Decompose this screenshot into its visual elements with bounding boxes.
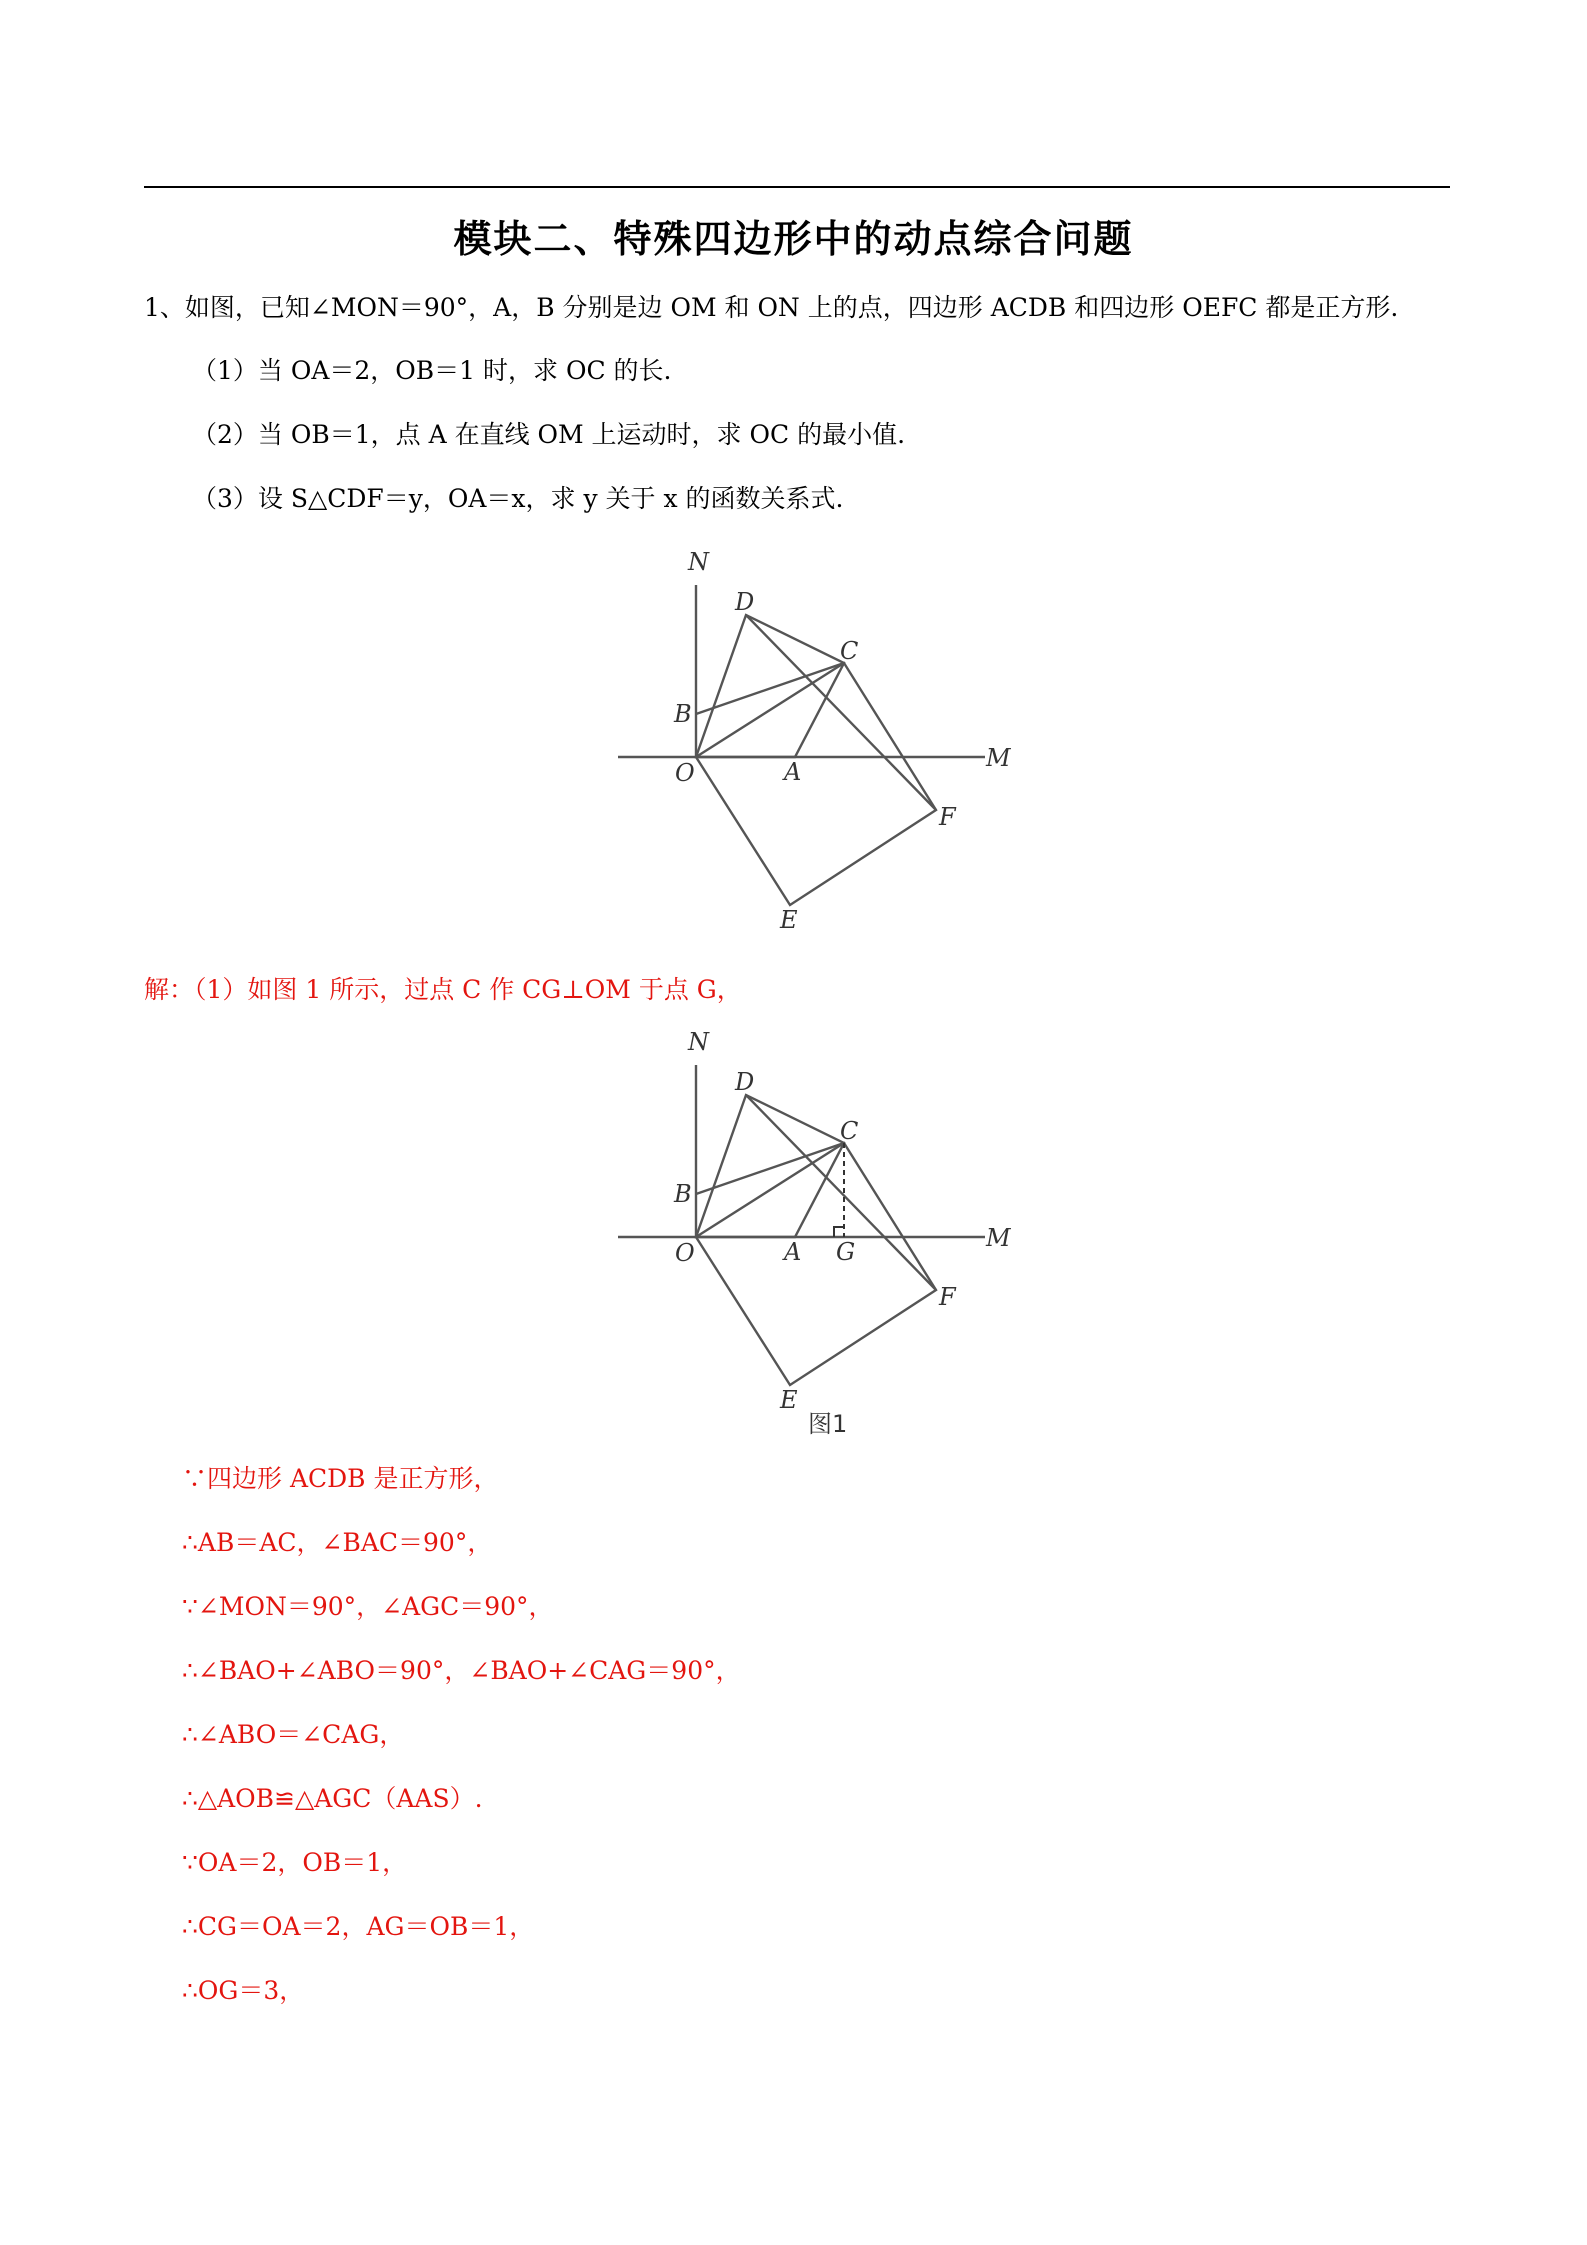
solution-step-3: ∵∠MON＝90°，∠AGC＝90°，: [182, 1592, 554, 1621]
label-m: M: [986, 1224, 1011, 1252]
square-oefc: [696, 1143, 936, 1385]
header-rule: [144, 186, 1450, 188]
label-o: O: [675, 1239, 695, 1267]
solution-step-1: ∵四边形 ACDB 是正方形，: [182, 1464, 499, 1493]
label-e: E: [780, 906, 798, 934]
solution-step-8: ∴CG＝OA＝2，AG＝OB＝1，: [182, 1912, 535, 1941]
solution-step-9: ∴OG＝3，: [182, 1976, 305, 2005]
label-a: A: [784, 1238, 802, 1266]
solution-intro: 解：（1）如图 1 所示，过点 C 作 CG⊥OM 于点 G，: [144, 975, 742, 1004]
label-m: M: [986, 744, 1011, 772]
label-n: N: [688, 548, 709, 576]
label-f: F: [939, 803, 956, 831]
label-c: C: [840, 1117, 859, 1145]
label-f: F: [939, 1283, 956, 1311]
problem-part-3: （3）设 S△CDF＝y，OA＝x，求 y 关于 x 的函数关系式.: [192, 484, 844, 513]
right-angle-mark: [834, 1227, 844, 1237]
problem-part-2: （2）当 OB＝1，点 A 在直线 OM 上运动时，求 OC 的最小值.: [192, 420, 906, 449]
label-d: D: [735, 1068, 755, 1096]
solution-step-4: ∴∠BAO+∠ABO＝90°，∠BAO+∠CAG＝90°，: [182, 1656, 741, 1685]
label-e: E: [780, 1386, 798, 1414]
square-acdb: [696, 1095, 844, 1237]
page-title: 模块二、特殊四边形中的动点综合问题: [453, 217, 1134, 261]
problem-statement: 1、如图，已知∠MON＝90°，A，B 分别是边 OM 和 ON 上的点，四边形 ACDB 和四边形 OEFC 都是正方形.: [144, 293, 1399, 322]
label-b: B: [674, 700, 692, 728]
label-d: D: [735, 588, 755, 616]
figure-caption: 图1: [808, 1410, 848, 1438]
solution-step-6: ∴△AOB≌△AGC（AAS）.: [182, 1784, 483, 1813]
label-g: G: [836, 1238, 856, 1266]
label-c: C: [840, 637, 859, 665]
label-n: N: [688, 1028, 709, 1056]
label-b: B: [674, 1180, 692, 1208]
solution-step-7: ∵OA＝2，OB＝1，: [182, 1848, 408, 1877]
square-oefc: [696, 663, 936, 905]
square-acdb: [696, 615, 844, 757]
problem-figure: [600, 545, 1030, 945]
solution-figure: [600, 1025, 1030, 1440]
solution-step-2: ∴AB＝AC，∠BAC＝90°，: [182, 1528, 493, 1557]
solution-step-5: ∴∠ABO＝∠CAG，: [182, 1720, 405, 1749]
label-o: O: [675, 759, 695, 787]
label-a: A: [784, 758, 802, 786]
problem-part-1: （1）当 OA＝2，OB＝1 时，求 OC 的长.: [192, 356, 672, 385]
